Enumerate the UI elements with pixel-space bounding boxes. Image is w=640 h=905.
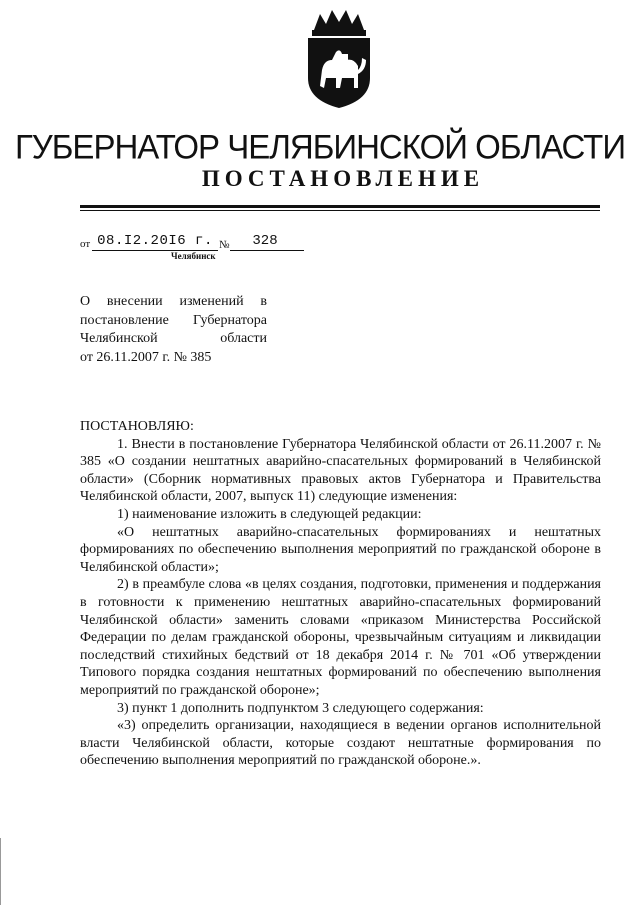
- body-paragraph: 2) в преамбуле слова «в целях создания, подготовки, применения и поддержания в готовности к применению нештатных аварийно-спасательных формирований Челябинской области» заменить словами «приказом Министерства Российской Федерации по делам гражданской обороны, чрезвычайным ситуациям и ликвидации последствий стихийных бедствий от 18 декабря 2014 г. № 701 «Об утверждении Типового порядка создания нештатных формирований по обеспечению выполнения мероприятий по гражданской обороне»;: [80, 577, 601, 698]
- body-paragraph: «О нештатных аварийно-спасательных формированиях и нештатных формированиях по обеспечению выполнения мероприятий по гражданской обороне в Челябинской области»;: [80, 524, 601, 575]
- decree-title: ПОСТАНОВЛЕНИЕ: [201, 166, 485, 191]
- body-paragraph: 3) пункт 1 дополнить подпунктом 3 следующего содержания:: [117, 700, 484, 716]
- decree-body: [80, 418, 601, 770]
- decree-date: 08.I2.20I6 г.: [97, 233, 213, 249]
- body-heading: ПОСТАНОВЛЯЮ:: [80, 419, 194, 434]
- number-underline: [230, 250, 304, 251]
- scan-edge-mark: [0, 838, 1, 905]
- decree-subject: [80, 293, 267, 367]
- subject-line: от 26.11.2007 г. № 385: [80, 349, 212, 365]
- chelyabinsk-coat-of-arms-icon: [296, 8, 382, 110]
- city-name: Челябинск: [171, 251, 216, 261]
- header-divider-thick: [80, 205, 600, 208]
- body-paragraph: «3) определить организации, находящиеся в ведении органов исполнительной власти Челябинской области, которые создают нештатные формирования по обеспечению выполнения мероприятий по гражданской обороне.».: [80, 718, 601, 769]
- governor-title: ГУБЕРНАТОР ЧЕЛЯБИНСКОЙ ОБЛАСТИ: [14, 127, 626, 166]
- body-paragraph: 1) наименование изложить в следующей редакции:: [117, 506, 422, 522]
- date-number-line: [80, 233, 278, 251]
- date-prefix: от: [80, 238, 91, 250]
- subject-line: Челябинской области: [80, 331, 267, 346]
- header-divider-thin: [80, 210, 600, 211]
- subject-line: О внесении изменений в: [80, 294, 267, 309]
- number-label: №: [219, 239, 230, 251]
- decree-number: 328: [252, 233, 278, 249]
- subject-line: постановление Губернатора: [80, 312, 267, 328]
- body-paragraph: 1. Внести в постановление Губернатора Челябинской области от 26.11.2007 г. № 385 «О создании нештатных аварийно-спасательных формирований в Челябинской области» (Сборник нормативных правовых актов Губернатора и Правительства Челябинской области, 2007, выпуск 11) следующие изменения:: [80, 436, 601, 505]
